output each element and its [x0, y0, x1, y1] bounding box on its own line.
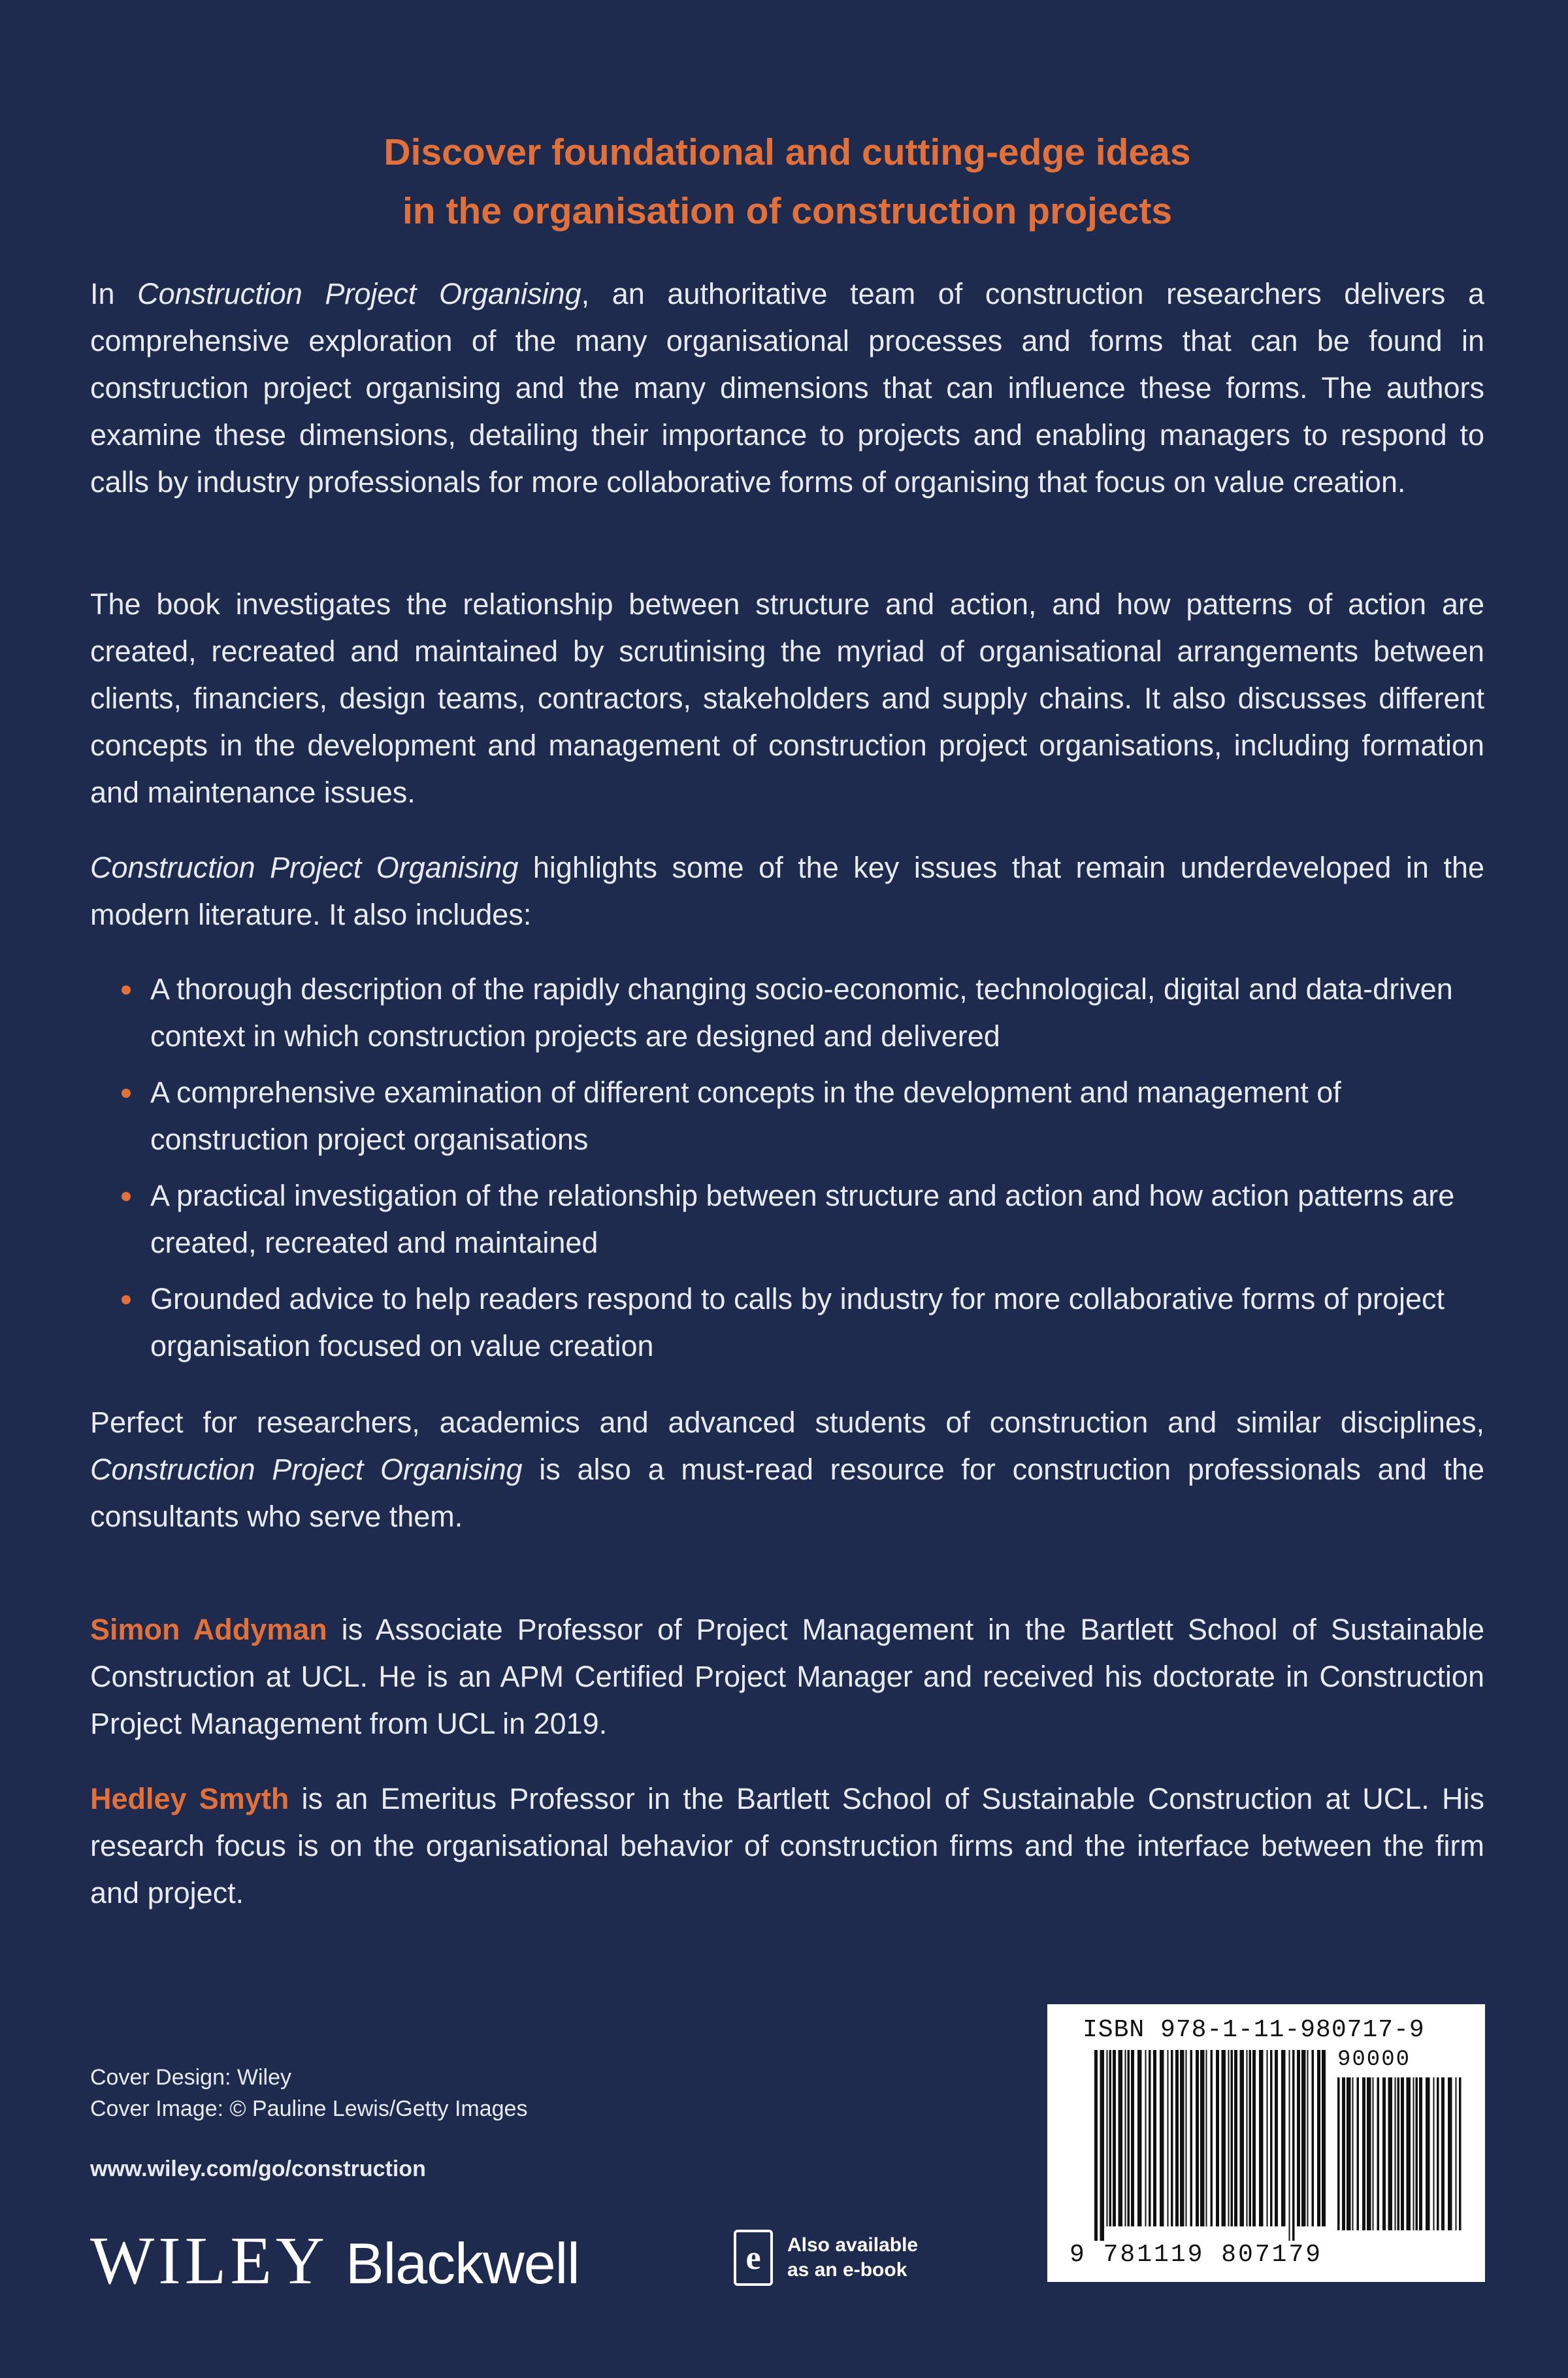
barcode-bar: [1119, 2050, 1123, 2226]
barcode-bar: [1137, 2050, 1142, 2226]
barcode-bar: [1186, 2050, 1187, 2226]
blackwell-wordmark: Blackwell: [345, 2231, 580, 2296]
list-item-text: A practical investigation of the relationship between structure and action and how action patterns are created, recreated and maintained: [150, 1179, 1455, 1259]
barcode-bar: [1180, 2050, 1184, 2226]
cover-design-credit: Cover Design: Wiley: [90, 2065, 291, 2090]
barcode-bar: [1267, 2050, 1268, 2226]
barcode-bar: [1407, 2077, 1411, 2230]
barcode-bar: [1322, 2050, 1326, 2226]
isbn-label: ISBN 978-1-11-980717-9: [1083, 2016, 1425, 2044]
author-name: Simon Addyman: [90, 1613, 327, 1646]
barcode-bar: [1216, 2050, 1219, 2226]
barcode-bar: [1249, 2050, 1252, 2226]
list-item-text: Grounded advice to help readers respond to calls by industry for more collaborative forms of project organisation focused on value creation: [150, 1282, 1445, 1362]
barcode-bar: [1128, 2050, 1130, 2226]
ebook-line-1: Also available: [787, 2234, 919, 2256]
author-bio: [90, 1775, 1484, 1917]
bullet-dot-icon: [122, 1192, 131, 1201]
barcode-bar: [1153, 2050, 1156, 2226]
ebook-text: [787, 2233, 918, 2283]
addon-barcode-bars: [1337, 2077, 1463, 2245]
list-item: [90, 966, 1484, 1060]
barcode-bar: [1231, 2050, 1233, 2226]
barcode-bar: [1352, 2077, 1354, 2230]
headline-line-2: in the organisation of construction projects: [402, 190, 1173, 232]
cover-image-credit: Cover Image: © Pauline Lewis/Getty Images: [90, 2096, 528, 2121]
barcode-bar: [1456, 2077, 1457, 2230]
barcode-bar: [1289, 2050, 1290, 2241]
intro-paragraph: [90, 271, 1484, 506]
barcode-bar: [1337, 2077, 1340, 2230]
barcode-bar: [1222, 2050, 1226, 2226]
bullet-dot-icon: [122, 1295, 131, 1304]
list-item-text: A thorough description of the rapidly changing socio-economic, technological, digital and data-driven context in which construction projects are designed and delivered: [150, 972, 1453, 1053]
ebook-icon: e: [734, 2230, 773, 2286]
isbn-barcode: [1047, 2004, 1485, 2282]
highlights-text: highlights some of the key issues that remain underdeveloped in the modern literature. It also includes:: [90, 851, 1485, 931]
barcode-bar: [1413, 2077, 1414, 2230]
ebook-line-2: as an e-book: [787, 2259, 907, 2281]
barcode-bar: [1317, 2050, 1320, 2226]
barcode-bar: [1094, 2050, 1098, 2241]
barcode-bar: [1441, 2077, 1445, 2230]
headline: [90, 123, 1484, 240]
barcode-bar: [1228, 2050, 1230, 2226]
barcode-bar: [1113, 2050, 1116, 2226]
barcode-bar: [1206, 2050, 1207, 2226]
author-bio-text: is an Emeritus Professor in the Bartlett School of Sustainable Construction at UCL. His research focus is on the organisational behavior of construction firms and the interface between the firm and project.: [90, 1782, 1484, 1909]
bullet-dot-icon: [122, 985, 131, 995]
barcode-bar: [1200, 2050, 1205, 2226]
barcode-bar: [1347, 2077, 1351, 2230]
barcode-bar: [1297, 2050, 1300, 2226]
list-item-text: A comprehensive examination of different concepts in the development and management of construction project organisations: [150, 1076, 1341, 1156]
list-item: [90, 1172, 1484, 1266]
description-text: The book investigates the relationship between structure and action, and how patterns of action are created, recreated and maintained by scrutinising the myriad of organisational arrangements between clients, financiers, design teams, contractors, stakeholders and supply chains. It also discusses different concepts in the development and management of construction project organisations, including formation and maintenance issues.: [90, 587, 1484, 809]
barcode-bar: [1448, 2077, 1452, 2230]
barcode-bar: [1357, 2077, 1360, 2230]
barcode-bars: [1094, 2050, 1326, 2241]
barcode-bar: [1160, 2050, 1164, 2226]
ebook-badge: [734, 2230, 918, 2286]
barcode-bar: [1259, 2050, 1264, 2226]
barcode-bar: [1145, 2050, 1147, 2226]
barcode-bar: [1382, 2077, 1386, 2230]
price-code: 90000: [1337, 2047, 1411, 2072]
book-title-italic: Construction Project Organising: [137, 277, 581, 310]
cover-credits: [90, 2062, 527, 2124]
barcode-bar: [1362, 2077, 1365, 2230]
barcode-bar: [1175, 2050, 1179, 2226]
barcode-bar: [1377, 2077, 1380, 2230]
barcode-bar: [1395, 2077, 1396, 2230]
barcode-bar: [1168, 2050, 1169, 2226]
barcode-bar: [1125, 2050, 1126, 2226]
barcode-bar: [1247, 2050, 1248, 2226]
audience-text-after: is also a must-read resource for construction professionals and the consultants who serve them.: [90, 1453, 1484, 1533]
bullet-dot-icon: [122, 1089, 131, 1098]
list-item: [90, 1276, 1484, 1370]
barcode-bar: [1196, 2050, 1199, 2226]
barcode-bar: [1190, 2050, 1193, 2226]
barcode-bar: [1234, 2050, 1237, 2226]
barcode-bar: [1100, 2050, 1105, 2241]
barcode-bar: [1388, 2077, 1393, 2230]
barcode-bar: [1373, 2077, 1374, 2230]
barcode-bar: [1149, 2050, 1151, 2226]
barcode-bar: [1307, 2050, 1309, 2226]
barcode-bar: [1312, 2050, 1315, 2226]
intro-text: , an authoritative team of construction researchers delivers a comprehensive exploration of the many organisational processes and forms that can be found in construction project organising and the many dimensions that can influence these forms. The authors examine these dimensions, detailing their importance to projects and enabling managers to respond to calls by industry professionals for more collaborative forms of organising that focus on value creation.: [90, 277, 1484, 499]
barcode-bar: [1281, 2050, 1286, 2226]
barcode-bar: [1275, 2050, 1278, 2226]
book-title-italic: Construction Project Organising: [90, 1453, 523, 1486]
barcode-bar: [1401, 2077, 1404, 2230]
author-bio-text: is Associate Professor of Project Management in the Bartlett School of Sustainable Construction at UCL. He is an APM Certified Project Manager and received his doctorate in Construction Project Management from UCL in 2019.: [90, 1613, 1484, 1740]
barcode-digits: 9 781119 807179: [1070, 2241, 1323, 2269]
author-name: Hedley Smyth: [90, 1782, 289, 1815]
barcode-bar: [1292, 2050, 1295, 2241]
audience-text-before: Perfect for researchers, academics and advanced students of construction and similar disciplines,: [90, 1406, 1484, 1439]
intro-prefix: In: [90, 277, 138, 310]
barcode-bar: [1301, 2050, 1306, 2226]
barcode-bar: [1240, 2050, 1245, 2226]
barcode-bar: [1397, 2077, 1400, 2230]
barcode-bar: [1459, 2077, 1462, 2230]
audience-paragraph: [90, 1399, 1484, 1540]
headline-line-1: Discover foundational and cutting-edge ideas: [384, 131, 1191, 173]
barcode-bar: [1131, 2050, 1134, 2226]
barcode-bar: [1270, 2050, 1273, 2226]
barcode-bar: [1211, 2050, 1213, 2226]
list-item: [90, 1069, 1484, 1163]
barcode-bar: [1109, 2050, 1112, 2226]
barcode-bar: [1416, 2077, 1418, 2230]
barcode-bar: [1437, 2077, 1439, 2230]
book-title-italic: Construction Project Organising: [90, 851, 519, 884]
barcode-bar: [1433, 2077, 1435, 2230]
description-paragraph: [90, 581, 1484, 816]
barcode-bar: [1426, 2077, 1430, 2230]
barcode-bar: [1367, 2077, 1371, 2230]
barcode-bar: [1252, 2050, 1256, 2226]
highlights-paragraph: [90, 844, 1484, 938]
features-list: [90, 966, 1484, 1379]
author-bio: [90, 1606, 1484, 1747]
website-link[interactable]: www.wiley.com/go/construction: [90, 2156, 426, 2181]
wiley-wordmark: WILEY: [90, 2223, 329, 2298]
barcode-bar: [1342, 2077, 1345, 2230]
barcode-bar: [1107, 2050, 1108, 2226]
barcode-bar: [1171, 2050, 1173, 2226]
wiley-blackwell-logo: [90, 2222, 580, 2298]
barcode-bar: [1419, 2077, 1422, 2230]
